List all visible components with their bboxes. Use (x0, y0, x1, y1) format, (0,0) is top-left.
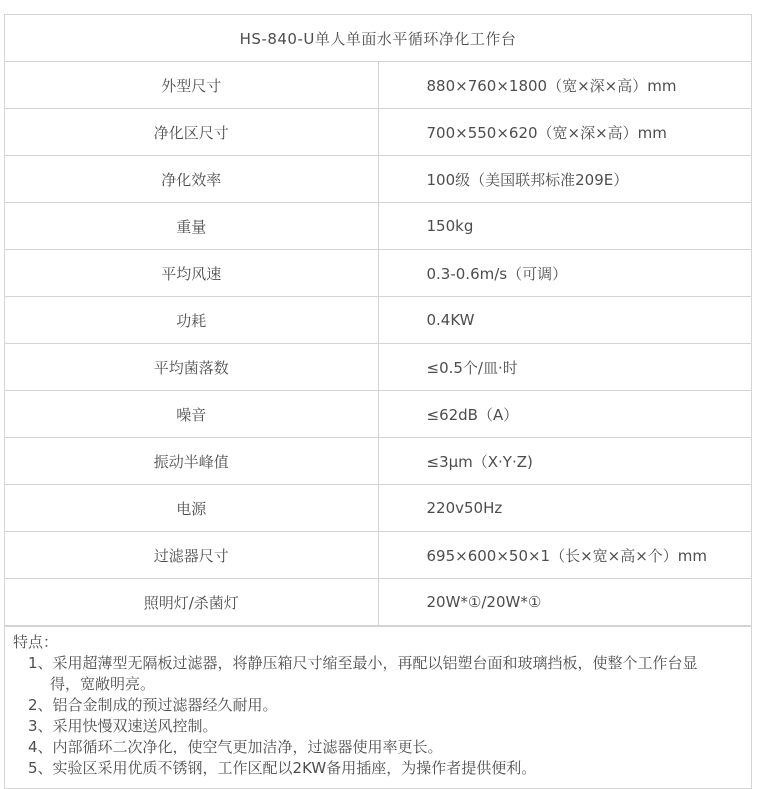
feature-item: 5、实验区采用优质不锈钢，工作区配以2KW备用插座，为操作者提供便利。 (28, 759, 537, 777)
spec-row (5, 297, 752, 344)
spec-row (5, 485, 752, 532)
product-title: HS-840-U单人单面水平循环净化工作台 (5, 15, 752, 62)
features-section (4, 626, 752, 789)
spec-value: ≤62dB（A） (378, 391, 752, 438)
spec-label: 平均风速 (5, 250, 379, 297)
spec-row (5, 156, 752, 203)
features-heading: 特点： (13, 633, 59, 651)
spec-label: 噪音 (5, 391, 379, 438)
spec-value: 695×600×50×1（长×宽×高×个）mm (378, 532, 752, 579)
feature-item: 4、内部循环二次净化，使空气更加洁净，过滤器使用率更长。 (28, 738, 443, 756)
spec-row (5, 109, 752, 156)
spec-value: 880×760×1800（宽×深×高）mm (378, 62, 752, 109)
spec-value: 220v50Hz (378, 485, 752, 532)
spec-label: 重量 (5, 203, 379, 250)
spec-value: 150kg (378, 203, 752, 250)
spec-value: ≤3μm（X·Y·Z) (378, 438, 752, 485)
spec-label: 过滤器尺寸 (5, 532, 379, 579)
spec-value: 100级（美国联邦标准209E） (378, 156, 752, 203)
spec-value: 20W*①/20W*① (378, 579, 752, 626)
spec-row (5, 203, 752, 250)
spec-label: 电源 (5, 485, 379, 532)
spec-label: 照明灯/杀菌灯 (5, 579, 379, 626)
feature-item: 2、铝合金制成的预过滤器经久耐用。 (28, 696, 278, 714)
spec-row (5, 438, 752, 485)
feature-item: 3、采用快慢双速送风控制。 (28, 717, 218, 735)
spec-value: 0.3-0.6m/s（可调） (378, 250, 752, 297)
spec-value: 700×550×620（宽×深×高）mm (378, 109, 752, 156)
spec-value: ≤0.5个/皿·时 (378, 344, 752, 391)
spec-row (5, 344, 752, 391)
spec-table (4, 14, 752, 626)
spec-row (5, 250, 752, 297)
spec-label: 外型尺寸 (5, 62, 379, 109)
features-list (5, 653, 739, 779)
spec-sheet (4, 14, 752, 789)
feature-item: 1、采用超薄型无隔板过滤器，将静压箱尺寸缩至最小，再配以铝塑台面和玻璃挡板，使整个工作台显得，宽敞明亮。 (28, 654, 698, 693)
spec-row (5, 532, 752, 579)
spec-value: 0.4KW (378, 297, 752, 344)
title-row (5, 15, 752, 62)
spec-row (5, 579, 752, 626)
spec-row (5, 62, 752, 109)
spec-label: 平均菌落数 (5, 344, 379, 391)
spec-label: 净化效率 (5, 156, 379, 203)
spec-label: 净化区尺寸 (5, 109, 379, 156)
spec-row (5, 391, 752, 438)
spec-label: 振动半峰值 (5, 438, 379, 485)
spec-label: 功耗 (5, 297, 379, 344)
